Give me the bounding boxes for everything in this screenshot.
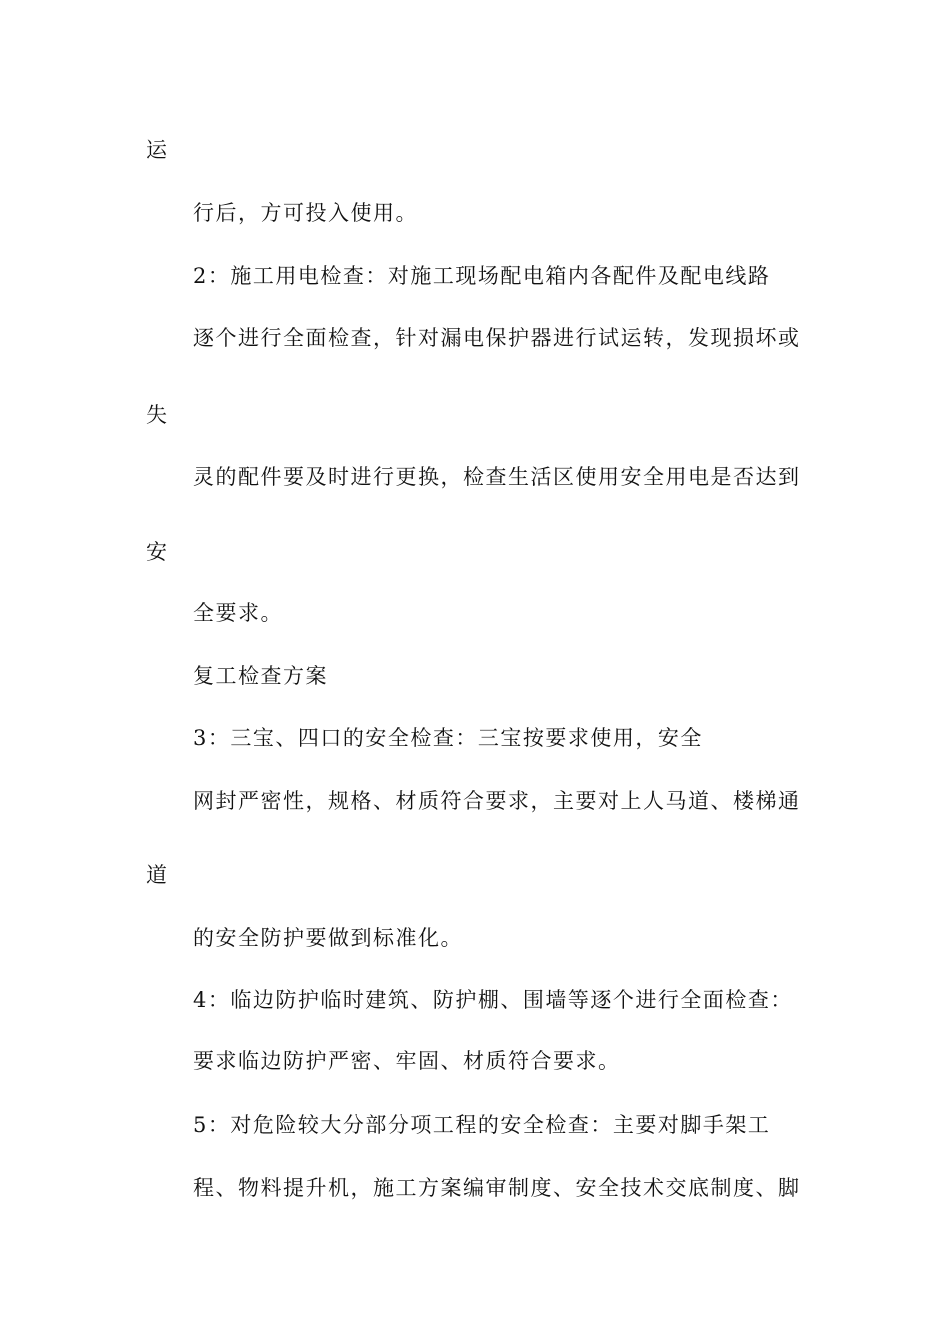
text-line-14: 4：临边防护临时建筑、防护棚、围墙等逐个进行全面检查： [193, 988, 793, 1012]
text-line-2: 行后，方可投入使用。 [193, 201, 418, 225]
text-line-3: 2：施工用电检查：对施工现场配电箱内各配件及配电线路 [193, 264, 771, 288]
text-line-11: 网封严密性，规格、材质符合要求，主要对上人马道、楼梯通 [193, 789, 801, 813]
text-line-9: 复工检查方案 [193, 664, 328, 688]
text-line-8: 全要求。 [193, 601, 283, 625]
text-line-13: 的安全防护要做到标准化。 [193, 926, 463, 950]
text-line-7: 安 [146, 540, 169, 564]
text-line-4: 逐个进行全面检查，针对漏电保护器进行试运转，发现损坏或 [193, 326, 801, 350]
text-line-10: 3：三宝、四口的安全检查：三宝按要求使用，安全 [193, 726, 703, 750]
text-line-6: 灵的配件要及时进行更换，检查生活区使用安全用电是否达到 [193, 465, 801, 489]
text-line-16: 5：对危险较大分部分项工程的安全检查：主要对脚手架工 [193, 1113, 771, 1137]
text-line-17: 程、物料提升机，施工方案编审制度、安全技术交底制度、脚 [193, 1176, 801, 1200]
text-line-12: 道 [146, 863, 169, 887]
text-line-15: 要求临边防护严密、牢固、材质符合要求。 [193, 1049, 621, 1073]
text-line-1: 运 [146, 138, 169, 162]
text-line-5: 失 [146, 403, 169, 427]
